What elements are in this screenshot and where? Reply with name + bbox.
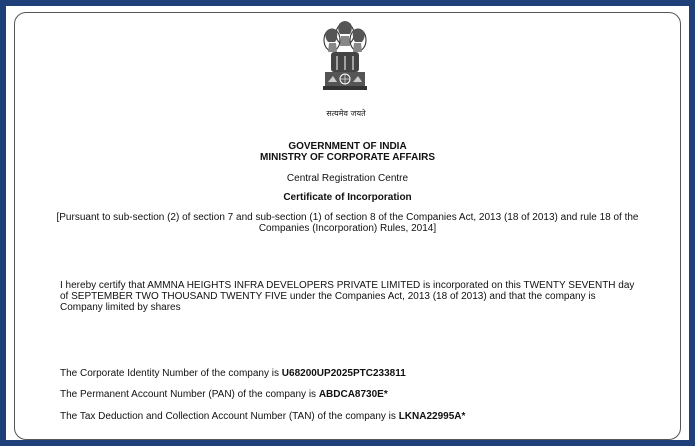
tan-value: LKNA22995A* bbox=[398, 411, 466, 422]
certificate-title: Certificate of Incorporation bbox=[283, 192, 412, 203]
ashoka-lion-emblem-icon bbox=[317, 16, 373, 106]
certification-statement: I hereby certify that AMMNA HEIGHTS INFRA DEVELOPERS PRIVATE LIMITED is incorporated on this TWENTY SEVENTH day of SEPTEMBER TWO THOUSAND TWENTY FIVE under the Companies Act, 2013 (18 of 2013) and that the company is Company limited by shares bbox=[60, 280, 635, 313]
emblem-motto: सत्यमेव जयते bbox=[326, 109, 366, 118]
tan-line bbox=[60, 411, 640, 422]
cin-line bbox=[60, 368, 640, 379]
registration-centre: Central Registration Centre bbox=[286, 173, 409, 184]
issuing-authority bbox=[46, 141, 649, 163]
cin-label: The Corporate Identity Number of the company is bbox=[60, 368, 282, 379]
pan-line bbox=[60, 389, 640, 400]
tan-label: The Tax Deduction and Collection Account Number (TAN) of the company is bbox=[60, 411, 399, 422]
legal-reference: [Pursuant to sub-section (2) of section 7 and sub-section (1) of section 8 of the Companies Act, 2013 (18 of 2013) and rule 18 of the Companies (Incorporation) Rules, 2014] bbox=[56, 212, 639, 234]
pan-value: ABDCA8730E* bbox=[318, 389, 388, 400]
certificate-page bbox=[6, 6, 689, 440]
ministry-name: MINISTRY OF CORPORATE AFFAIRS bbox=[259, 152, 435, 163]
government-name: GOVERNMENT OF INDIA bbox=[288, 141, 407, 152]
pan-label: The Permanent Account Number (PAN) of the company is bbox=[60, 389, 319, 400]
cin-value: U68200UP2025PTC233811 bbox=[281, 368, 406, 379]
